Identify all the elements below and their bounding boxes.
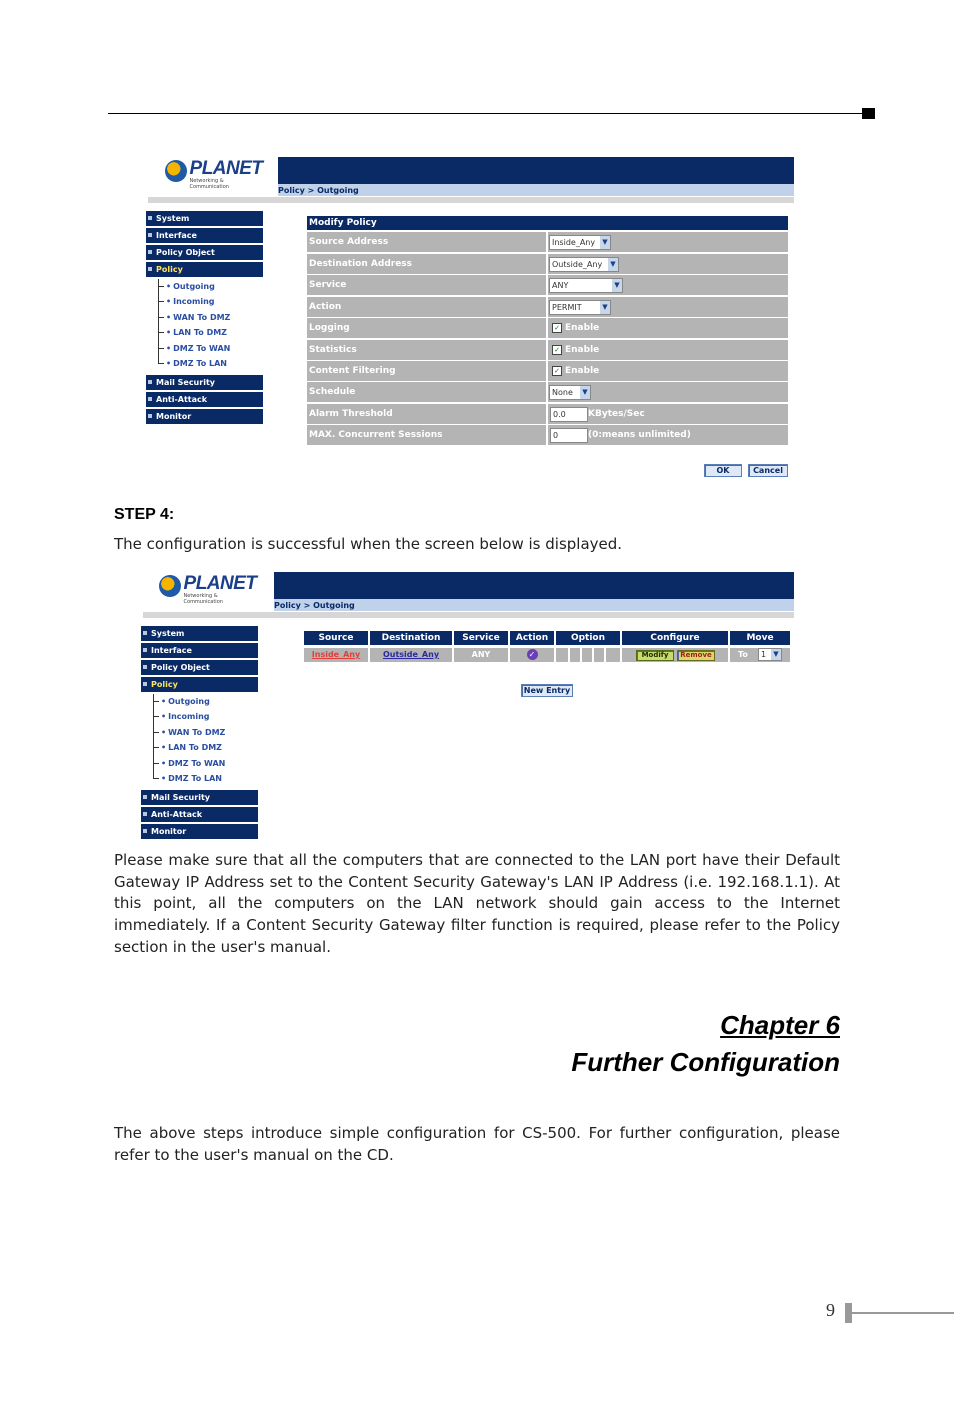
nav-item-mail-security[interactable]: Mail Security (141, 790, 258, 805)
nav-item-policy[interactable]: Policy (146, 262, 263, 277)
nav-sub-outgoing[interactable]: • Outgoing (141, 694, 258, 709)
nav-sub-lan-to-dmz[interactable]: • LAN To DMZ (141, 740, 258, 755)
chevron-down-icon: ▼ (612, 279, 622, 292)
cell-source[interactable]: Inside_Any (304, 648, 368, 662)
planet-logo-icon (159, 575, 181, 597)
nav-sub-lan-to-dmz[interactable]: • LAN To DMZ (146, 325, 263, 340)
footer-rule (852, 1312, 954, 1314)
chapter-number: Chapter 6 (720, 1010, 840, 1040)
statistics-enable-label: Enable (565, 345, 600, 355)
col-header-configure: Configure (622, 631, 728, 645)
row-label: Action (307, 297, 546, 317)
step-text: The configuration is successful when the screen below is displayed. (114, 535, 623, 553)
cell-destination[interactable]: Outside_Any (370, 648, 452, 662)
statistics-checkbox[interactable]: ✓ (552, 345, 562, 355)
further-config-paragraph: The above steps introduce simple configuration for CS-500. For further configuration, please refer to the user's manual on the CD. (114, 1124, 840, 1164)
move-position-select[interactable]: 1 ▼ (758, 648, 782, 661)
nav-item-policy-object[interactable]: Policy Object (141, 660, 258, 675)
row-content-filtering (307, 361, 788, 381)
cell-option-3 (582, 648, 592, 662)
action-select[interactable]: PERMIT ▼ (549, 300, 611, 315)
col-header-source: Source (304, 631, 368, 645)
col-header-move: Move (730, 631, 790, 645)
logo-text: PLANET (189, 158, 263, 179)
form-header: Modify Policy (307, 216, 788, 230)
chevron-down-icon: ▼ (608, 258, 618, 271)
row-label: Logging (307, 318, 546, 338)
max-sessions-input[interactable]: 0 (550, 428, 588, 443)
sidebar-nav (141, 626, 258, 841)
nav-sub-incoming[interactable]: • Incoming (146, 294, 263, 309)
content-filtering-checkbox[interactable]: ✓ (552, 366, 562, 376)
move-to-label: To (738, 650, 748, 659)
nav-sub-dmz-to-wan[interactable]: • DMZ To WAN (146, 341, 263, 356)
row-label: Source Address (307, 232, 546, 252)
step-title: STEP 4: (114, 506, 175, 523)
chevron-down-icon: ▼ (771, 649, 781, 660)
breadcrumb: Policy > Outgoing (278, 186, 359, 195)
planet-logo (159, 575, 257, 605)
nav-item-policy[interactable]: Policy (141, 677, 258, 692)
alarm-threshold-unit: KBytes/Sec (588, 409, 645, 419)
cell-service: ANY (454, 648, 508, 662)
row-label: Service (307, 275, 546, 295)
schedule-select[interactable]: None ▼ (549, 385, 591, 400)
cell-action (510, 648, 554, 662)
new-entry-button[interactable]: New Entry (521, 684, 573, 697)
row-destination-address (307, 254, 788, 274)
col-header-service: Service (454, 631, 508, 645)
permit-icon: ✓ (527, 649, 538, 660)
header-rule (108, 113, 864, 114)
row-label: MAX. Concurrent Sessions (307, 425, 546, 445)
header-rule-marker (862, 108, 875, 119)
modify-button[interactable]: Modify (636, 650, 674, 661)
row-label: Content Filtering (307, 361, 546, 381)
nav-sub-wan-to-dmz[interactable]: • WAN To DMZ (146, 310, 263, 325)
row-schedule (307, 382, 788, 402)
chevron-down-icon: ▼ (580, 386, 590, 399)
top-banner (278, 157, 794, 196)
nav-item-monitor[interactable]: Monitor (141, 824, 258, 839)
nav-item-monitor[interactable]: Monitor (146, 409, 263, 424)
nav-sub-outgoing[interactable]: • Outgoing (146, 279, 263, 294)
nav-sub-dmz-to-lan[interactable]: • DMZ To LAN (146, 356, 263, 371)
logging-enable-label: Enable (565, 323, 600, 333)
row-label: Destination Address (307, 254, 546, 274)
nav-item-system[interactable]: System (146, 211, 263, 226)
nav-item-policy-object[interactable]: Policy Object (146, 245, 263, 260)
cell-option-4 (594, 648, 604, 662)
sidebar-nav (146, 211, 263, 426)
remove-button[interactable]: Remove (677, 650, 715, 661)
logo-text: PLANET (183, 573, 257, 594)
content-filtering-enable-label: Enable (565, 366, 600, 376)
nav-sub-wan-to-dmz[interactable]: • WAN To DMZ (141, 725, 258, 740)
chevron-down-icon: ▼ (600, 236, 610, 249)
row-action (307, 297, 788, 317)
nav-sub-incoming[interactable]: • Incoming (141, 709, 258, 724)
chevron-down-icon: ▼ (600, 301, 610, 314)
source-address-select[interactable]: Inside_Any ▼ (549, 235, 611, 250)
destination-address-select[interactable]: Outside_Any ▼ (549, 257, 619, 272)
banner-underbar (143, 612, 794, 618)
logo-tagline: Networking & Communication (183, 593, 223, 605)
nav-item-system[interactable]: System (141, 626, 258, 641)
row-statistics (307, 340, 788, 360)
cancel-button[interactable]: Cancel (748, 464, 788, 477)
col-header-option: Option (556, 631, 620, 645)
nav-item-interface[interactable]: Interface (146, 228, 263, 243)
row-alarm-threshold (307, 404, 788, 424)
cell-option-5 (606, 648, 620, 662)
row-service (307, 275, 788, 295)
nav-sub-dmz-to-lan[interactable]: • DMZ To LAN (141, 771, 258, 786)
nav-item-anti-attack[interactable]: Anti-Attack (141, 807, 258, 822)
row-logging (307, 318, 788, 338)
nav-item-interface[interactable]: Interface (141, 643, 258, 658)
alarm-threshold-input[interactable]: 0.0 (550, 407, 588, 422)
logo-tagline: Networking & Communication (189, 178, 229, 190)
cell-option-2 (570, 648, 580, 662)
row-label: Statistics (307, 340, 546, 360)
breadcrumb: Policy > Outgoing (274, 601, 355, 610)
nav-sub-dmz-to-wan[interactable]: • DMZ To WAN (141, 756, 258, 771)
planet-logo-icon (165, 160, 187, 182)
col-header-destination: Destination (370, 631, 452, 645)
banner-underbar (148, 197, 794, 203)
chapter-title: Further Configuration (571, 1047, 840, 1077)
row-label: Alarm Threshold (307, 404, 546, 424)
nav-item-mail-security[interactable]: Mail Security (146, 375, 263, 390)
max-sessions-unit: (0:means unlimited) (588, 430, 691, 440)
nav-item-anti-attack[interactable]: Anti-Attack (146, 392, 263, 407)
gateway-paragraph: Please make sure that all the computers that are connected to the LAN port have their Default Gateway IP Address set to the Content Security Gateway's LAN IP Address (i.e. 192.168.1.1). At this point, all the computers on the LAN network should gain access to the Internet immediately. If a Content Security Gateway filter function is required, please refer to the Policy section in the user's manual. (114, 851, 840, 956)
service-select[interactable]: ANY ▼ (549, 278, 623, 293)
page-number: 9 (826, 1300, 835, 1320)
row-max-sessions (307, 425, 788, 445)
page-number-marker (845, 1303, 852, 1323)
cell-option-1 (556, 648, 568, 662)
row-source-address (307, 232, 788, 252)
planet-logo (165, 160, 263, 190)
col-header-action: Action (510, 631, 554, 645)
logging-checkbox[interactable]: ✓ (552, 323, 562, 333)
ok-button[interactable]: OK (704, 464, 742, 477)
top-banner (274, 572, 794, 611)
row-label: Schedule (307, 382, 546, 402)
